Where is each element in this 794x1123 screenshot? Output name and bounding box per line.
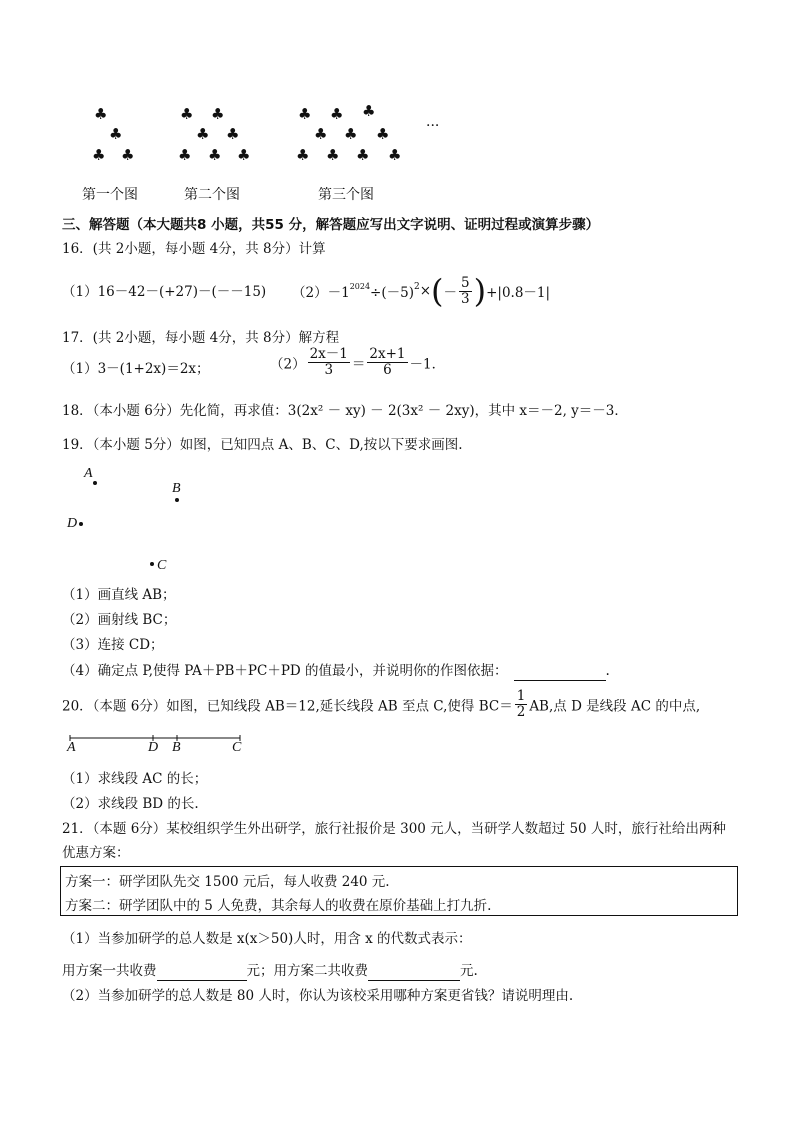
- section-3-title: 三、解答题（本大题共8 小题，共55 分，解答题应写出文字说明、证明过程或演算步骤）: [62, 217, 600, 233]
- club-icon: ♣: [121, 146, 135, 164]
- q16-part1: （1）16－42－(+27)－(－－15): [62, 284, 267, 300]
- q21-part2: （2）当参加研学的总人数是 80 人时，你认为该校采用哪种方案更省钱？请说明理由.: [62, 988, 574, 1004]
- plan-2: 方案二：研学团队中的 5 人免费，其余每人的收费在原价基础上打九折.: [65, 898, 492, 914]
- q16-stem: 16．(共 2小题，每小题 4分，共 8分）计算: [62, 241, 326, 257]
- segment-C-label: C: [232, 740, 242, 755]
- club-icon: ♣: [92, 146, 106, 164]
- q17-part2: （2） $\frac{2x-1}{3}$ ＝ $\frac{2x+1}{6}$ －1．: [270, 346, 446, 378]
- club-icon: ♣: [356, 146, 370, 164]
- q19-part4: （4）确定点 P,使得 PA＋PB＋PC＋PD 的值最小，并说明你的作图依据： .: [62, 663, 610, 679]
- fraction-2x-1-over-3: $\frac{2x-1}{3}$: [309, 346, 348, 378]
- q17-part1: （1）3－(1+2x)＝2x；: [62, 361, 210, 377]
- club-icon: ♣: [208, 146, 222, 164]
- q19-part2: （2）画射线 BC；: [62, 612, 177, 628]
- q19-part1: （1）画直线 AB；: [62, 587, 176, 603]
- q16-p2-neg: －: [443, 285, 458, 301]
- q21-fill: 用方案一共收费 元；用方案二共收费 元.: [62, 963, 478, 979]
- club-icon: ♣: [237, 146, 251, 164]
- point-D-label: D: [67, 516, 78, 531]
- club-icon: ♣: [178, 146, 192, 164]
- q17-stem: 17．(共 2小题，每小题 4分，共 8分）解方程: [62, 330, 340, 346]
- q20-part2: （2）求线段 BD 的长.: [62, 796, 199, 812]
- fraction-5-3: $\frac{5}{3}$: [461, 274, 470, 307]
- ellipsis: ···: [426, 118, 440, 134]
- segment-A-label: A: [67, 740, 76, 755]
- answer-blank-plan2[interactable]: [368, 962, 460, 981]
- answer-blank[interactable]: [514, 662, 606, 681]
- segment-D-label: D: [148, 740, 159, 755]
- figure-label-3: 第三个图: [318, 186, 374, 202]
- club-icon: ♣: [344, 125, 358, 143]
- fraction-1-2: $\frac{1}{2}$: [516, 688, 526, 720]
- q16-part2: $(2)-1^{2024}\div(-5)^2\times(-$ $\frac{5}{3}$ )+|0.8－1|: [292, 272, 551, 310]
- q21-part1: （1）当参加研学的总人数是 x(x＞50)人时，用含 x 的代数式表示：: [62, 931, 472, 947]
- point-C-label: C: [157, 558, 167, 573]
- figure-label-1: 第一个图: [82, 186, 138, 202]
- point-A-label: A: [84, 466, 93, 481]
- fraction-2x+1-over-6: $\frac{2x+1}{6}$: [369, 346, 406, 378]
- club-icon: ♣: [362, 102, 376, 120]
- segment-B-label: B: [172, 740, 181, 755]
- q19-part3: （3）连接 CD；: [62, 637, 164, 653]
- club-icon: ♣: [314, 125, 328, 143]
- point-A: [93, 481, 97, 485]
- point-C: [150, 562, 154, 566]
- club-icon: ♣: [109, 125, 123, 143]
- point-D: [79, 522, 83, 526]
- club-icon: ♣: [330, 105, 344, 123]
- q19-stem: 19．（本小题 5分）如图，已知四点 A、B、C、D,按以下要求画图.: [62, 437, 463, 453]
- club-icon: ♣: [180, 105, 194, 123]
- q16-p2-mid: ÷(－5): [370, 285, 414, 301]
- figure-label-2: 第二个图: [184, 186, 240, 202]
- club-icon: ♣: [296, 146, 310, 164]
- q16-p2-times: ×: [419, 283, 432, 299]
- q21-line2: 优惠方案：: [62, 845, 130, 861]
- plans-box: [60, 866, 738, 916]
- club-icon: ♣: [196, 125, 210, 143]
- q16-p2-exp: 2024: [349, 282, 371, 291]
- q16-p2-tail: +|0.8－1|: [486, 285, 551, 301]
- club-icon: ♣: [211, 105, 225, 123]
- club-icon: ♣: [376, 125, 390, 143]
- club-icon: ♣: [388, 146, 402, 164]
- q16-p2-prefix: （2）－1: [292, 285, 350, 301]
- club-icon: ♣: [226, 125, 240, 143]
- q18-text: 18．（本小题 6分）先化简，再求值：3(2x² － xy) － 2(3x² － 2xy)，其中 x＝－2, y＝－3．: [62, 403, 628, 419]
- club-icon: ♣: [298, 105, 312, 123]
- point-B-label: B: [172, 481, 181, 496]
- q16-p2-sq: 2: [413, 282, 420, 292]
- club-icon: ♣: [94, 105, 108, 123]
- q21-line1: 21．（本题 6分）某校组织学生外出研学，旅行社报价是 300 元人，当研学人数超过 50 人时，旅行社给出两种: [62, 821, 726, 837]
- club-icon: ♣: [326, 146, 340, 164]
- point-B: [175, 498, 179, 502]
- plan-1: 方案一：研学团队先交 1500 元后，每人收费 240 元.: [65, 874, 390, 890]
- q20-stem: 20．（本题 6分）如图，已知线段 AB＝12,延长线段 AB 至点 C,使得 BC＝ $\frac{1}{2}$ AB,点 D 是线段 AC 的中点,: [62, 688, 701, 720]
- answer-blank-plan1[interactable]: [157, 962, 247, 981]
- q20-part1: （1）求线段 AC 的长；: [62, 771, 208, 787]
